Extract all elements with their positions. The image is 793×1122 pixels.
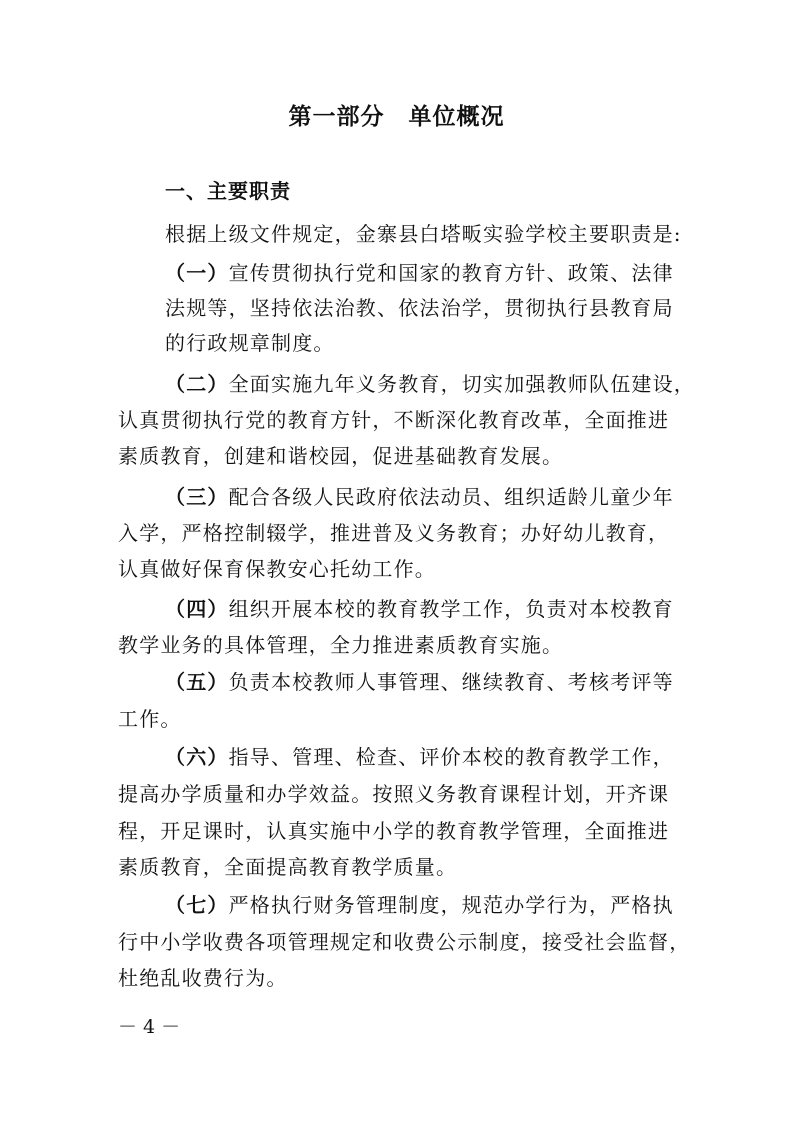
item-2-line-2: 认真贯彻执行党的教育方针，不断深化教育改革，全面推进 [118, 408, 670, 432]
item-2-number: （二） [165, 372, 229, 396]
page-number: － 4 － [118, 1016, 181, 1038]
item-7-line-2: 行中小学收费各项管理规定和收费公示制度，接受社会监督， [118, 930, 691, 954]
item-6-line-1: （六）指导、管理、检查、评价本校的教育教学工作， [165, 745, 674, 769]
page-title: 第一部分 单位概况 [288, 104, 505, 130]
item-1-number: （一） [165, 261, 229, 285]
item-6-number: （六） [165, 745, 229, 769]
item-2-line-3: 素质教育，创建和谐校园，促进基础教育发展。 [118, 444, 564, 468]
item-6-line-3: 程，开足课时，认真实施中小学的教育教学管理，全面推进 [118, 819, 670, 843]
item-3-number: （三） [165, 485, 229, 509]
item-1-line-1: （一）宣传贯彻执行党和国家的教育方针、政策、法律 [165, 261, 674, 285]
item-3-line-1: （三）配合各级人民政府依法动员、组织适龄儿童少年 [165, 485, 674, 509]
item-5-line-1: （五）负责本校教师人事管理、继续教育、考核考评等 [165, 670, 674, 694]
item-4-line-2: 教学业务的具体管理，全力推进素质教育实施。 [118, 633, 564, 657]
item-1-line-2: 法规等，坚持依法治教、依法治学，贯彻执行县教育局 [165, 296, 674, 320]
item-6-line-2: 提高办学质量和办学效益。按照义务教育课程计划，开齐课 [118, 782, 670, 806]
item-2-line-1: （二）全面实施九年义务教育，切实加强教师队伍建设， [165, 372, 696, 396]
item-7-line-1: （七）严格执行财务管理制度，规范办学行为，严格执 [165, 893, 674, 917]
item-4-number: （四） [165, 597, 229, 621]
intro-text: 根据上级文件规定，金寨县白塔畈实验学校主要职责是: [165, 222, 682, 246]
item-5-number: （五） [165, 670, 229, 694]
item-4-line-1: （四）组织开展本校的教育教学工作，负责对本校教育 [165, 597, 674, 621]
item-3-line-2: 入学，严格控制辍学，推进普及义务教育；办好幼儿教育， [118, 521, 670, 545]
item-3-line-3: 认真做好保育保教安心托幼工作。 [118, 557, 436, 581]
item-1-line-3: 的行政规章制度。 [165, 331, 335, 355]
item-7-number: （七） [165, 893, 229, 917]
item-6-line-4: 素质教育，全面提高教育教学质量。 [118, 855, 458, 879]
section-heading: 一、主要职责 [165, 179, 291, 203]
item-5-line-2: 工作。 [118, 707, 182, 731]
item-7-line-3: 杜绝乱收费行为。 [118, 966, 288, 990]
